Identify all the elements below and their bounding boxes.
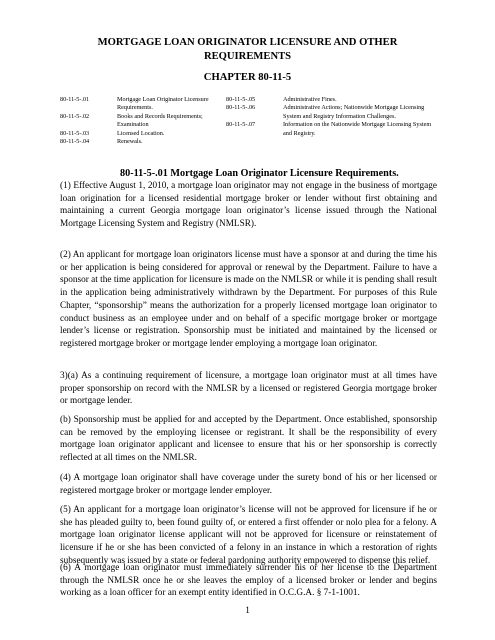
paragraph-5: (5) An applicant for a mortgage loan originator’s license will not be approved for licensure if he or she has pleaded guilty to, been found guilty of, or entered a first offender or nolo plea for a felony. A mortgage loan originator license applicant will not be approved for licensure or reinstatement of licensure if he or she has been convicted of a felony in an instance in which a restoration of rights subsequently was issued by a state or federal pardoning authority empowered to dispense this relief.: [60, 505, 437, 566]
table-of-contents-left: [60, 96, 225, 146]
toc-entry: [60, 130, 225, 138]
toc-entry: [60, 96, 225, 113]
paragraph-2: (2) An applicant for mortgage loan originators license must have a sponsor at and during the time his or her application is being considered for approval or renewal by the Department. Failure to have a sponsor at the time application for licensure is made on the NMLSR or while it is pending shall result in the application being administratively withdrawn by the Department. For purposes of this Rule Chapter, “sponsorship” means the authorization for a properly licensed mortgage loan originator to conduct business as an employee under and on behalf of a specific mortgage broker or mortgage lender’s license or registration. Sponsorship must be initiated and maintained by the licensed or registered mortgage broker or mortgage lender employing a mortgage loan originator.: [60, 250, 437, 349]
toc-entry: [226, 121, 441, 138]
title-line-2: REQUIREMENTS: [203, 51, 292, 62]
toc-entry: [60, 113, 225, 130]
paragraph-6: (6) A mortgage loan originator must immediately surrender his or her license to the Department through the NMLSR once he or she leaves the employ of a licensed broker or lender and begins working as a loan officer for an exempt entity identified in O.C.G.A. § 7-1-1001.: [60, 563, 437, 599]
toc-entry-number: 80-11-5-.05: [226, 96, 256, 103]
paragraph-3b: (b) Sponsorship must be applied for and accepted by the Department. Once established, sponsorship can be removed by the employing licensee or registrant. It shall be the responsibility of every mortgage loan originator applicant and licensee to ensure that his or her sponsorship is correctly reflected at all times on the NMLSR.: [60, 415, 437, 464]
toc-entry-label: Books and Records Requirements; Examination: [117, 112, 203, 129]
toc-entry-label: Administrative Fines.: [283, 96, 337, 103]
toc-entry-number: 80-11-5-.04: [60, 138, 90, 146]
toc-entry: [226, 96, 441, 104]
toc-entry: [60, 138, 225, 146]
toc-entry-label: Mortgage Loan Originator Licensure Requirements.: [117, 96, 209, 112]
title-line-1: MORTGAGE LOAN ORIGINATOR LICENSURE AND OTHER: [97, 37, 398, 48]
toc-entry-number: 80-11-5-.03: [60, 129, 90, 137]
paragraph-4: (4) A mortgage loan originator shall have coverage under the surety bond of his or her licensed or registered mortgage broker or mortgage lender employer.: [60, 473, 437, 496]
toc-entry-label: Information on the Nationwide Mortgage Licensing System and Registry.: [283, 121, 432, 137]
toc-entry-label: Licensed Location.: [117, 129, 165, 137]
section-heading: 80-11-5-.01 Mortgage Loan Originator Licensure Requirements.: [120, 168, 399, 179]
paragraph-3a: 3)(a) As a continuing requirement of licensure, a mortgage loan originator must at all times have proper sponsorship on record with the NMLSR by a licensed or registered Georgia mortgage broker or mortgage lender.: [60, 371, 437, 407]
toc-entry-label: Renewals.: [117, 138, 143, 146]
chapter-heading: CHAPTER 80-11-5: [203, 72, 292, 83]
page-number: 1: [245, 606, 250, 616]
toc-entry-label: Administrative Actions; Nationwide Mortgage Licensing System and Registry Information Challenges.: [283, 104, 425, 120]
toc-entry-number: 80-11-5-.07: [226, 121, 256, 129]
toc-entry-number: 80-11-5-.02: [60, 112, 90, 120]
toc-entry-number: 80-11-5-.06: [226, 104, 256, 112]
paragraph-1: (1) Effective August 1, 2010, a mortgage loan originator may not engage in the business of mortgage loan origination for a licensed residential mortgage broker or lender without first obtaining and maintaining a current Georgia mortgage loan originator’s license issued through the National Mortgage Licensing System and Registry (NMLSR).: [60, 181, 437, 230]
table-of-contents-right: [226, 96, 441, 138]
document-title: [60, 36, 435, 64]
toc-entry: [226, 104, 441, 121]
toc-entry-number: 80-11-5-.01: [60, 96, 90, 103]
